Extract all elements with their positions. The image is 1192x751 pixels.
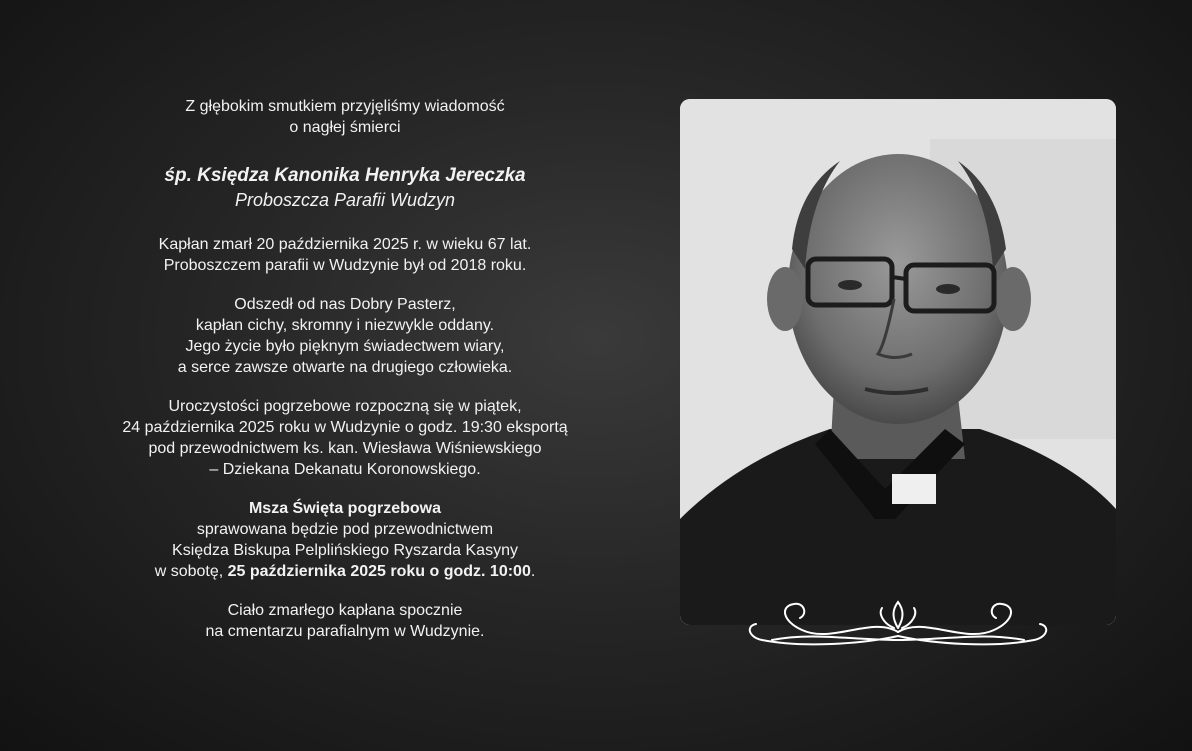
intro-line: Z głębokim smutkiem przyjęliśmy wiadomość <box>185 98 505 115</box>
intro-line: o nagłej śmierci <box>289 119 401 136</box>
portrait-photo <box>680 99 1116 625</box>
ceremony-paragraph <box>60 396 630 480</box>
tribute-paragraph <box>60 294 630 378</box>
portrait-image <box>680 99 1116 625</box>
tribute-line: kapłan cichy, skromny i niezwykle oddany. <box>195 317 495 334</box>
tribute-line: Jego życie było pięknym świadectwem wiary, <box>185 338 505 355</box>
bio-line: Kapłan zmarł 20 października 2025 r. w wieku 67 lat. <box>158 236 532 253</box>
obituary-text <box>60 96 630 660</box>
burial-line: na cmentarzu parafialnym w Wudzynie. <box>205 623 485 640</box>
ceremony-line: – Dziekana Dekanatu Koronowskiego. <box>209 461 481 478</box>
bio-paragraph <box>60 234 630 276</box>
burial-line: Ciało zmarłego kapłana spocznie <box>227 602 463 619</box>
ceremony-line: Uroczystości pogrzebowe rozpoczną się w piątek, <box>168 398 522 415</box>
intro-paragraph <box>60 96 630 138</box>
mass-title: Msza Święta pogrzebowa <box>248 500 442 517</box>
mass-date-line <box>60 561 630 582</box>
mass-paragraph <box>60 498 630 582</box>
deceased-name: śp. Księdza Kanonika Henryka Jereczka <box>164 165 526 186</box>
ceremony-line: 24 października 2025 roku w Wudzynie o godz. 19:30 eksportą <box>122 419 568 436</box>
flourish-ornament <box>742 596 1054 654</box>
mass-line: sprawowana będzie pod przewodnictwem <box>196 521 494 538</box>
mass-date-suffix: . <box>530 563 536 580</box>
tribute-line: Odszedł od nas Dobry Pasterz, <box>234 296 456 313</box>
bio-line: Proboszczem parafii w Wudzynie był od 2018 roku. <box>163 257 527 274</box>
burial-paragraph <box>60 600 630 642</box>
tribute-line: a serce zawsze otwarte na drugiego człowieka. <box>177 359 513 376</box>
mass-date-prefix: w sobotę, <box>154 563 228 580</box>
ceremony-line: pod przewodnictwem ks. kan. Wiesława Wiśniewskiego <box>148 440 542 457</box>
deceased-role: Proboszcza Parafii Wudzyn <box>234 190 456 210</box>
mass-line: Księdza Biskupa Pelplińskiego Ryszarda Kasyny <box>172 542 518 559</box>
mass-date: 25 października 2025 roku o godz. 10:00 <box>227 563 531 580</box>
